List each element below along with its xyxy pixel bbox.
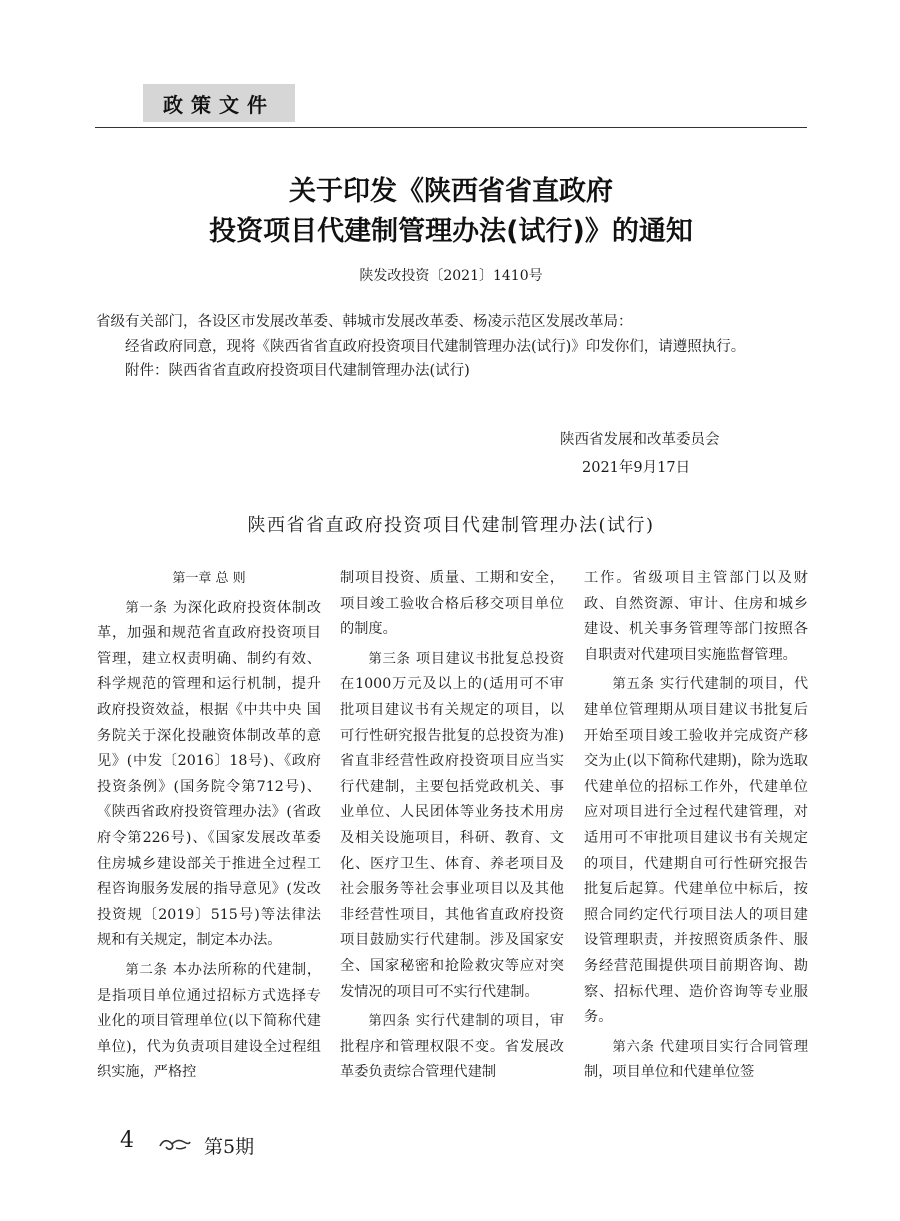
article-label: 第二条 (125, 962, 168, 978)
notice-title-line-1: 关于印发《陕西省省直政府 (289, 176, 613, 207)
issue-label: 第5期 (204, 1136, 255, 1158)
article-4 (340, 1009, 564, 1086)
article-1 (97, 596, 321, 954)
article-text: 实行代建制的项目，审批程序和管理权限不变。省发展改革委负责综合管理代建制 (340, 1013, 565, 1081)
notice-body: 经省政府同意，现将《陕西省省直政府投资项目代建制管理办法(试行)》印发你们，请遵照执行。 (125, 339, 746, 355)
article-text: 项目建议书批复总投资在1000万元及以上的(适用可不审批项目建议书有关规定的项目，以可行性研究报告批复的总投资为准)省直非经营性政府投资项目应当实行代建制，主要包括党政机关、事业单位、人民团体等业务技术用房及相关设施项目，科研、教育、文化、医疗卫生、体育、养老项目及社会服务等社会事业项目以及其他非经营性项目，其他省直政府投资项目鼓励实行代建制。涉及国家安全、国家秘密和抢险救灾等应对突发情况的项目可不实行代建制。 (340, 650, 565, 1000)
notice-title-line-2: 投资项目代建制管理办法(试行)》的通知 (209, 216, 693, 247)
article-label: 第五条 (612, 677, 655, 693)
addressee: 省级有关部门，各设区市发展改革委、韩城市发展改革委、杨凌示范区发展改革局： (96, 314, 633, 330)
article-label: 第四条 (368, 1014, 411, 1030)
article-continuation: 制项目投资、质量、工期和安全，项目竣工验收合格后移交项目单位的制度。 (340, 570, 564, 638)
article-continuation: 工作。省级项目主管部门以及财政、自然资源、审计、住房和城乡建设、机关事务管理等部门按照各自职责对代建项目实施监督管理。 (584, 570, 808, 663)
article-label: 第六条 (612, 1039, 655, 1055)
article-text: 为深化政府投资体制改革，加强和规范省直政府投资项目管理，建立权责明确、制约有效、科学规范的管理和运行机制，提升政府投资效益，根据《中共中央 国务院关于深化投融资体制改革的意见》(中发〔2016〕18号)、《政府投资条例》(国务院令第712号)、《陕西省政府投资管理办法》(省政府令第226号)、《国家发展改革委 住房城乡建设部关于推进全过程工程咨询服务发展的指导意见》(发改投资规〔2019〕515号)等法律法规和有关规定，制定本办法。 (97, 599, 322, 949)
page-number: 4 (120, 1128, 134, 1153)
regulation-title: 陕西省省直政府投资项目代建制管理办法(试行) (247, 515, 655, 536)
attachment-line: 附件：陕西省省直政府投资项目代建制管理办法(试行) (125, 363, 470, 379)
chapter-heading: 第一章 总 则 (172, 571, 246, 586)
article-label: 第一条 (125, 600, 168, 616)
text-column-1 (97, 566, 321, 1086)
article-text: 代建项目实行合同管理制，项目单位和代建单位签 (584, 1038, 809, 1081)
article-3 (340, 647, 564, 1005)
text-column-2 (340, 566, 564, 1086)
article-text: 实行代建制的项目，代建单位管理期从项目建议书批复后开始至项目竣工验收并完成资产移交为止(以下简称代建期)，除为选取代建单位的招标工作外，代建单位应对项目进行全过程代建管理，对适用可不审批项目建议书有关规定的项目，代建期自可行性研究报告批复后起算。代建单位中标后，按照合同约定代行项目法人的项目建设管理职责，并按照资质条件、服务经营范围提供项目前期咨询、勘察、招标代理、造价咨询等专业服务。 (584, 676, 809, 1026)
signature-org: 陕西省发展和改革委员会 (560, 432, 720, 448)
article-label: 第三条 (368, 651, 411, 667)
section-tag: 政策文件 (143, 84, 295, 122)
document-number: 陕发改投资〔2021〕1410号 (359, 268, 543, 284)
signature-date: 2021年9月17日 (582, 460, 691, 476)
header-rule (95, 127, 807, 128)
article-text: 本办法所称的代建制，是指项目单位通过招标方式选择专业化的项目管理单位(以下简称代建单位)，代为负责项目建设全过程组织实施，严格控 (97, 961, 322, 1081)
text-column-3 (584, 566, 808, 1086)
article-2 (97, 958, 321, 1086)
article-6 (584, 1035, 808, 1086)
article-5 (584, 672, 808, 1030)
ornament-icon (158, 1134, 192, 1158)
